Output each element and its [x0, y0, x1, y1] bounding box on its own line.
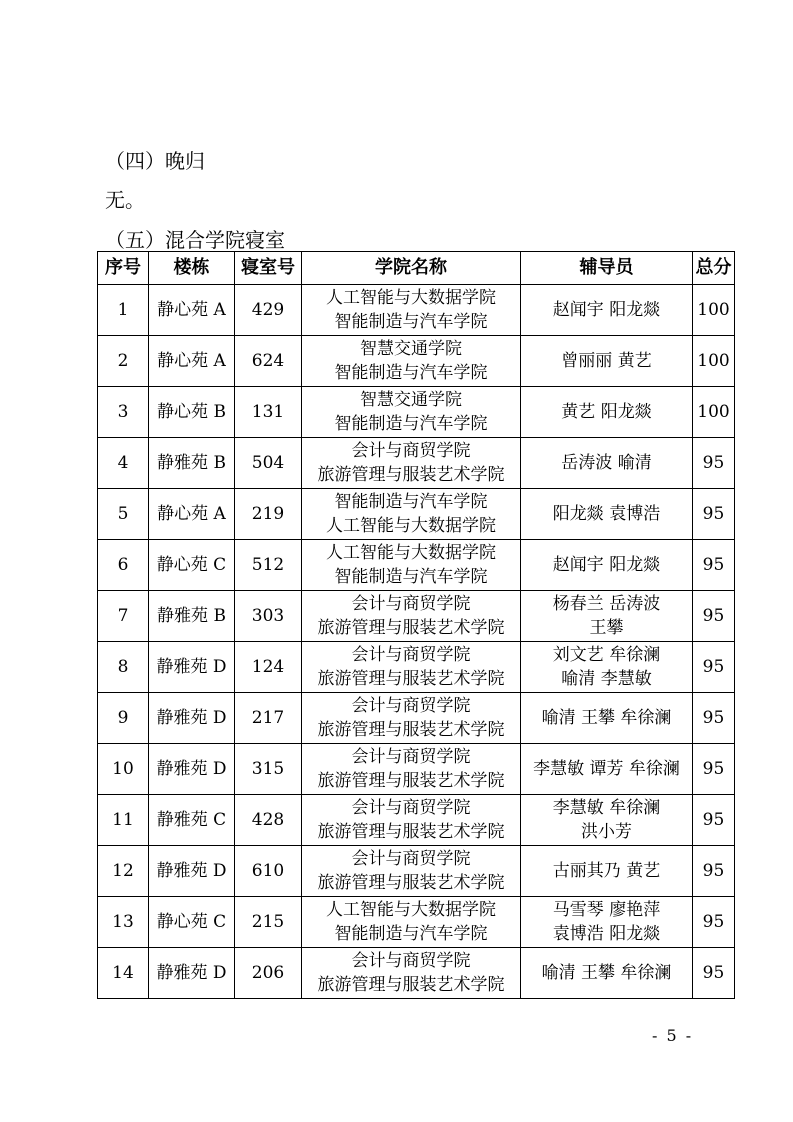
cell-no	[98, 948, 149, 999]
cell-building	[149, 591, 235, 642]
cell-no	[98, 489, 149, 540]
cell-room-text: 303	[251, 606, 285, 626]
cell-room	[235, 795, 302, 846]
cell-no	[98, 285, 149, 336]
cell-no	[98, 591, 149, 642]
cell-score	[693, 438, 735, 489]
cell-score-text: 95	[702, 504, 725, 524]
cell-counselor-text: 喻清 王攀 牟徐澜	[541, 963, 672, 983]
table-row	[98, 642, 735, 693]
cell-room	[235, 285, 302, 336]
cell-building-text: 静雅苑 D	[156, 759, 227, 779]
header-score: 总分	[693, 252, 735, 285]
header-building: 楼栋	[149, 252, 235, 285]
header-counselor: 辅导员	[521, 252, 693, 285]
table-row	[98, 489, 735, 540]
header-room: 寝室号	[235, 252, 302, 285]
cell-score-text: 95	[702, 453, 725, 473]
table-row	[98, 387, 735, 438]
cell-score	[693, 795, 735, 846]
cell-room-text: 610	[251, 861, 285, 881]
table-row	[98, 846, 735, 897]
cell-no-text: 11	[112, 810, 134, 830]
cell-counselor-text: 黄艺 阳龙燚	[561, 402, 652, 422]
cell-college-text: 旅游管理与服装艺术学院	[317, 822, 505, 842]
cell-room	[235, 897, 302, 948]
cell-college-text: 旅游管理与服装艺术学院	[317, 873, 505, 893]
cell-college	[302, 846, 521, 897]
cell-building	[149, 387, 235, 438]
cell-room-text: 206	[251, 963, 285, 983]
cell-score	[693, 642, 735, 693]
cell-college-text: 会计与商贸学院	[351, 645, 471, 665]
cell-building	[149, 846, 235, 897]
cell-building-text: 静心苑 A	[157, 351, 226, 371]
cell-no-text: 2	[117, 351, 129, 371]
cell-college-text: 会计与商贸学院	[351, 747, 471, 767]
cell-counselor	[521, 438, 693, 489]
cell-building	[149, 438, 235, 489]
cell-college-text: 人工智能与大数据学院	[326, 900, 496, 920]
cell-building-text: 静雅苑 D	[156, 861, 227, 881]
cell-college-text: 旅游管理与服装艺术学院	[317, 618, 505, 638]
cell-college	[302, 591, 521, 642]
table-row	[98, 744, 735, 795]
cell-room-text: 124	[251, 657, 285, 677]
cell-counselor	[521, 795, 693, 846]
cell-no-text: 9	[117, 708, 129, 728]
cell-score-text: 95	[702, 912, 725, 932]
cell-college-text: 旅游管理与服装艺术学院	[317, 975, 505, 995]
cell-counselor	[521, 948, 693, 999]
cell-counselor-text: 喻清 李慧敏	[561, 669, 652, 689]
cell-score-text: 95	[702, 708, 725, 728]
cell-college-text: 智能制造与汽车学院	[334, 492, 488, 512]
cell-room-text: 428	[251, 810, 285, 830]
cell-building	[149, 489, 235, 540]
cell-score	[693, 540, 735, 591]
cell-college	[302, 744, 521, 795]
cell-counselor	[521, 387, 693, 438]
cell-college	[302, 387, 521, 438]
cell-room	[235, 642, 302, 693]
cell-counselor-text: 古丽其乃 黄艺	[552, 861, 661, 881]
section-heading-mixed-dorm: （五）混合学院寝室	[105, 228, 285, 252]
cell-counselor-text: 刘文艺 牟徐澜	[552, 645, 661, 665]
cell-room-text: 504	[251, 453, 285, 473]
cell-score	[693, 591, 735, 642]
cell-college	[302, 489, 521, 540]
cell-room	[235, 846, 302, 897]
cell-building	[149, 336, 235, 387]
cell-college-text: 人工智能与大数据学院	[326, 543, 496, 563]
cell-score-text: 95	[702, 810, 725, 830]
cell-score-text: 100	[697, 351, 730, 371]
cell-no	[98, 795, 149, 846]
cell-counselor-text: 杨春兰 岳涛波	[552, 594, 661, 614]
header-no: 序号	[98, 252, 149, 285]
cell-score	[693, 285, 735, 336]
cell-college-text: 智能制造与汽车学院	[334, 567, 488, 587]
cell-score-text: 95	[702, 861, 725, 881]
cell-building	[149, 642, 235, 693]
cell-college-text: 智能制造与汽车学院	[334, 924, 488, 944]
cell-counselor	[521, 693, 693, 744]
section-heading-late-return: （四）晚归	[105, 149, 205, 173]
cell-building-text: 静心苑 C	[156, 555, 227, 575]
cell-score	[693, 693, 735, 744]
cell-room-text: 624	[251, 351, 285, 371]
table-row	[98, 591, 735, 642]
cell-building	[149, 795, 235, 846]
cell-counselor	[521, 897, 693, 948]
cell-score	[693, 846, 735, 897]
cell-score-text: 95	[702, 657, 725, 677]
cell-counselor-text: 王攀	[589, 618, 624, 638]
cell-no-text: 10	[112, 759, 134, 779]
cell-no	[98, 693, 149, 744]
cell-counselor-text: 袁博浩 阳龙燚	[552, 924, 661, 944]
cell-no	[98, 642, 149, 693]
cell-score	[693, 897, 735, 948]
section-content-none: 无。	[105, 188, 145, 212]
table-header-row	[98, 252, 735, 285]
cell-college-text: 旅游管理与服装艺术学院	[317, 669, 505, 689]
cell-building-text: 静雅苑 B	[157, 453, 226, 473]
cell-college	[302, 540, 521, 591]
cell-counselor-text: 曾丽丽 黄艺	[561, 351, 652, 371]
cell-no	[98, 897, 149, 948]
cell-counselor-text: 马雪琴 廖艳萍	[552, 900, 661, 920]
cell-building	[149, 948, 235, 999]
cell-college-text: 会计与商贸学院	[351, 594, 471, 614]
cell-counselor-text: 李慧敏 牟徐澜	[552, 798, 661, 818]
cell-score	[693, 336, 735, 387]
cell-no-text: 1	[117, 300, 129, 320]
cell-counselor	[521, 285, 693, 336]
cell-score	[693, 744, 735, 795]
cell-no-text: 6	[117, 555, 129, 575]
cell-building-text: 静雅苑 D	[156, 708, 227, 728]
cell-room	[235, 693, 302, 744]
cell-college-text: 人工智能与大数据学院	[326, 516, 496, 536]
table-row	[98, 693, 735, 744]
cell-no	[98, 846, 149, 897]
cell-counselor-text: 洪小芳	[581, 822, 632, 842]
cell-counselor-text: 阳龙燚 袁博浩	[552, 504, 661, 524]
cell-building-text: 静雅苑 C	[156, 810, 227, 830]
cell-college	[302, 642, 521, 693]
cell-counselor	[521, 846, 693, 897]
cell-building	[149, 897, 235, 948]
cell-college	[302, 438, 521, 489]
cell-building-text: 静心苑 C	[156, 912, 227, 932]
cell-counselor	[521, 489, 693, 540]
cell-no-text: 13	[112, 912, 134, 932]
table-row	[98, 438, 735, 489]
cell-no-text: 7	[117, 606, 129, 626]
cell-score	[693, 948, 735, 999]
cell-counselor-text: 岳涛波 喻清	[561, 453, 652, 473]
table-row	[98, 948, 735, 999]
cell-score	[693, 489, 735, 540]
cell-college	[302, 795, 521, 846]
cell-room	[235, 438, 302, 489]
cell-college-text: 智能制造与汽车学院	[334, 363, 488, 383]
cell-college-text: 智慧交通学院	[360, 339, 462, 359]
cell-building	[149, 693, 235, 744]
table-row	[98, 285, 735, 336]
cell-building	[149, 540, 235, 591]
cell-no-text: 8	[117, 657, 129, 677]
mixed-dorm-table	[97, 251, 735, 999]
cell-room	[235, 948, 302, 999]
cell-no	[98, 387, 149, 438]
cell-building	[149, 744, 235, 795]
cell-college-text: 智能制造与汽车学院	[334, 312, 488, 332]
cell-room-text: 217	[251, 708, 285, 728]
cell-score-text: 100	[697, 402, 730, 422]
cell-room	[235, 489, 302, 540]
cell-building-text: 静心苑 B	[157, 402, 226, 422]
cell-college-text: 会计与商贸学院	[351, 798, 471, 818]
cell-counselor-text: 李慧敏 谭芳 牟徐澜	[533, 759, 680, 779]
cell-college	[302, 336, 521, 387]
table-row	[98, 540, 735, 591]
page-number: - 5 -	[652, 1026, 694, 1045]
header-college: 学院名称	[302, 252, 521, 285]
cell-score-text: 95	[702, 963, 725, 983]
cell-room-text: 219	[251, 504, 285, 524]
cell-score	[693, 387, 735, 438]
cell-building-text: 静雅苑 B	[157, 606, 226, 626]
cell-room	[235, 387, 302, 438]
cell-college-text: 智能制造与汽车学院	[334, 414, 488, 434]
cell-no-text: 5	[117, 504, 129, 524]
cell-building-text: 静雅苑 D	[156, 657, 227, 677]
cell-college-text: 旅游管理与服装艺术学院	[317, 771, 505, 791]
cell-counselor-text: 喻清 王攀 牟徐澜	[541, 708, 672, 728]
cell-college-text: 旅游管理与服装艺术学院	[317, 465, 505, 485]
cell-no-text: 12	[112, 861, 134, 881]
cell-room	[235, 336, 302, 387]
table-row	[98, 795, 735, 846]
cell-college	[302, 897, 521, 948]
cell-room-text: 315	[251, 759, 285, 779]
cell-room	[235, 591, 302, 642]
table-body	[98, 285, 735, 999]
cell-college-text: 智慧交通学院	[360, 390, 462, 410]
cell-counselor	[521, 336, 693, 387]
cell-counselor	[521, 540, 693, 591]
cell-room-text: 131	[251, 402, 285, 422]
cell-college-text: 会计与商贸学院	[351, 696, 471, 716]
cell-counselor	[521, 642, 693, 693]
cell-counselor-text: 赵闻宇 阳龙燚	[552, 300, 661, 320]
cell-building-text: 静雅苑 D	[156, 963, 227, 983]
cell-room-text: 215	[251, 912, 285, 932]
cell-no-text: 14	[112, 963, 134, 983]
cell-no-text: 3	[117, 402, 129, 422]
cell-building-text: 静心苑 A	[157, 504, 226, 524]
cell-college-text: 会计与商贸学院	[351, 849, 471, 869]
cell-building	[149, 285, 235, 336]
cell-no-text: 4	[117, 453, 129, 473]
cell-college	[302, 693, 521, 744]
cell-score-text: 100	[697, 300, 730, 320]
cell-score-text: 95	[702, 606, 725, 626]
cell-college-text: 会计与商贸学院	[351, 951, 471, 971]
cell-room-text: 512	[251, 555, 285, 575]
cell-no	[98, 336, 149, 387]
cell-no	[98, 744, 149, 795]
cell-room-text: 429	[251, 300, 285, 320]
cell-college	[302, 285, 521, 336]
cell-college	[302, 948, 521, 999]
cell-college-text: 旅游管理与服装艺术学院	[317, 720, 505, 740]
cell-score-text: 95	[702, 759, 725, 779]
cell-room	[235, 540, 302, 591]
table-row	[98, 897, 735, 948]
cell-college-text: 人工智能与大数据学院	[326, 288, 496, 308]
table-row	[98, 336, 735, 387]
cell-college-text: 会计与商贸学院	[351, 441, 471, 461]
cell-building-text: 静心苑 A	[157, 300, 226, 320]
cell-no	[98, 438, 149, 489]
cell-room	[235, 744, 302, 795]
cell-counselor-text: 赵闻宇 阳龙燚	[552, 555, 661, 575]
cell-counselor	[521, 744, 693, 795]
cell-no	[98, 540, 149, 591]
cell-score-text: 95	[702, 555, 725, 575]
cell-counselor	[521, 591, 693, 642]
